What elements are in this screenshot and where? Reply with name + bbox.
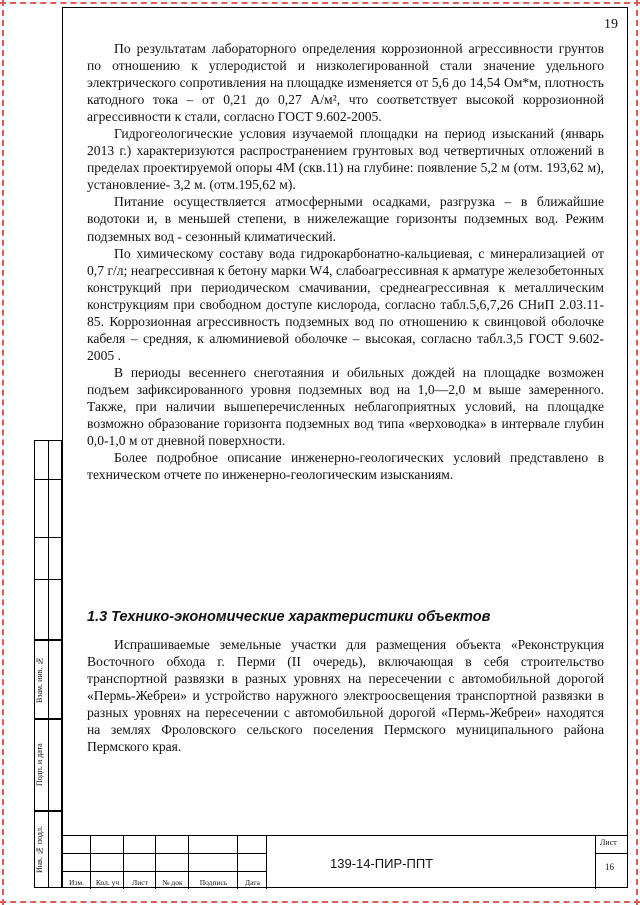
cut-line-bottom <box>0 901 640 903</box>
side-box-podp <box>34 719 62 811</box>
sheet-label: Лист <box>600 838 617 847</box>
paragraph: По результатам лабораторного определения коррозионной агрессивности грунтов по отношению к углеродистой и низколегированной стали значение удельного электрического сопротивления на площадке изменяется от 5,6 до 14,54 Ом*м, плотность катодного тока – от 0,21 до 0,27 А/м², что соответствует высокой коррозионной агрессивности к стали, согласно ГОСТ 9.602-2005. <box>87 41 604 125</box>
stamp-label: Дата <box>245 878 260 887</box>
stamp-label: Лист <box>132 878 148 887</box>
body-text-1 <box>87 40 604 483</box>
page-number: 19 <box>604 17 618 32</box>
paragraph: Питание осуществляется атмосферными осадками, разгрузка – в ближайшие водотоки и, в меньшей степени, в нижележащие горизонты подземных вод. Режим подземных вод - сезонный климатический. <box>87 194 604 244</box>
cut-line-left <box>2 0 4 905</box>
section-heading: 1.3 Технико-экономические характеристики объектов <box>87 609 491 625</box>
side-blank-box <box>34 440 62 640</box>
stamp-label: Кол. уч <box>95 878 120 887</box>
stamp-label: Подпись <box>199 878 228 887</box>
paragraph: Более подробное описание инженерно-геологических условий представлено в техническом отчете по инженерно-геологическим изысканиям. <box>87 450 604 483</box>
side-label-podp: Подп. и дата <box>35 743 44 787</box>
side-box-inv <box>34 811 62 888</box>
stamp-label: Изм. <box>69 878 84 887</box>
side-label-vzam: Взам. инв. № <box>35 656 44 703</box>
paragraph: Гидрогеологические условия изучаемой площадки на период изысканий (январь 2013 г.) характеризуются распространением грунтовых вод четвертичных отложений в пределах проектируемой опоры 4М (скв.11) на глубине: появление 5,2 м (отм. 193,62 м), установление- 3,2 м. (отм.195,62 м). <box>87 126 604 193</box>
paragraph: Испрашиваемые земельные участки для размещения объекта «Реконструкция Восточного обхода г. Перми (II очередь), включающая в себя строительство транспортной развязки в разных уровнях на пересечении с автомобильной дорогой «Пермь-Жебреи» и устройство наружного электроосвещения транспортной развязки в разных уровнях на пересечении с автомобильной дорогой «Пермь-Жебреи» находятся на землях Фроловского сельского поселения Пермского муниципального района Пермского края. <box>87 637 604 755</box>
document-code: 139-14-ПИР-ППТ <box>330 856 434 871</box>
body-text-2 <box>87 636 604 755</box>
sheet-number: 16 <box>605 862 614 872</box>
cut-line-right <box>636 0 638 905</box>
paragraph: По химическому составу вода гидрокарбонатно-кальциевая, с минерализацией от 0,7 г/л; неагрессивная к бетону марки W4, слабоагрессивная к арматуре железобетонных конструкций при периодическом смачивании, среднеагрессивная к металлическим конструкциям при свободном доступе кислорода, согласно табл.5,6,7,26 СНиП 2.03.11-85. Коррозионная агрессивность подземных вод по отношению к свинцовой оболочке кабеля – средняя, к алюминиевой оболочке – высокая, согласно табл.3,5 ГОСТ 9.602-2005 . <box>87 245 604 363</box>
stamp-label: № док <box>162 878 183 887</box>
cut-line-top <box>0 2 640 4</box>
side-label-inv: Инв. № подл. <box>35 826 44 873</box>
side-box-vzam <box>34 640 62 719</box>
side-stamp-column <box>34 440 62 888</box>
paragraph: В периоды весеннего снеготаяния и обильных дождей на площадке возможен подъем зафиксированного уровня подземных вод на 1,0—2,0 м выше замеренного. Также, при наличии вышеперечисленных неблагоприятных условий, на площадке возможно образование горизонта подземных вод типа «верховодка» в интервале глубин 0,0-1,0 м от дневной поверхности. <box>87 364 604 449</box>
